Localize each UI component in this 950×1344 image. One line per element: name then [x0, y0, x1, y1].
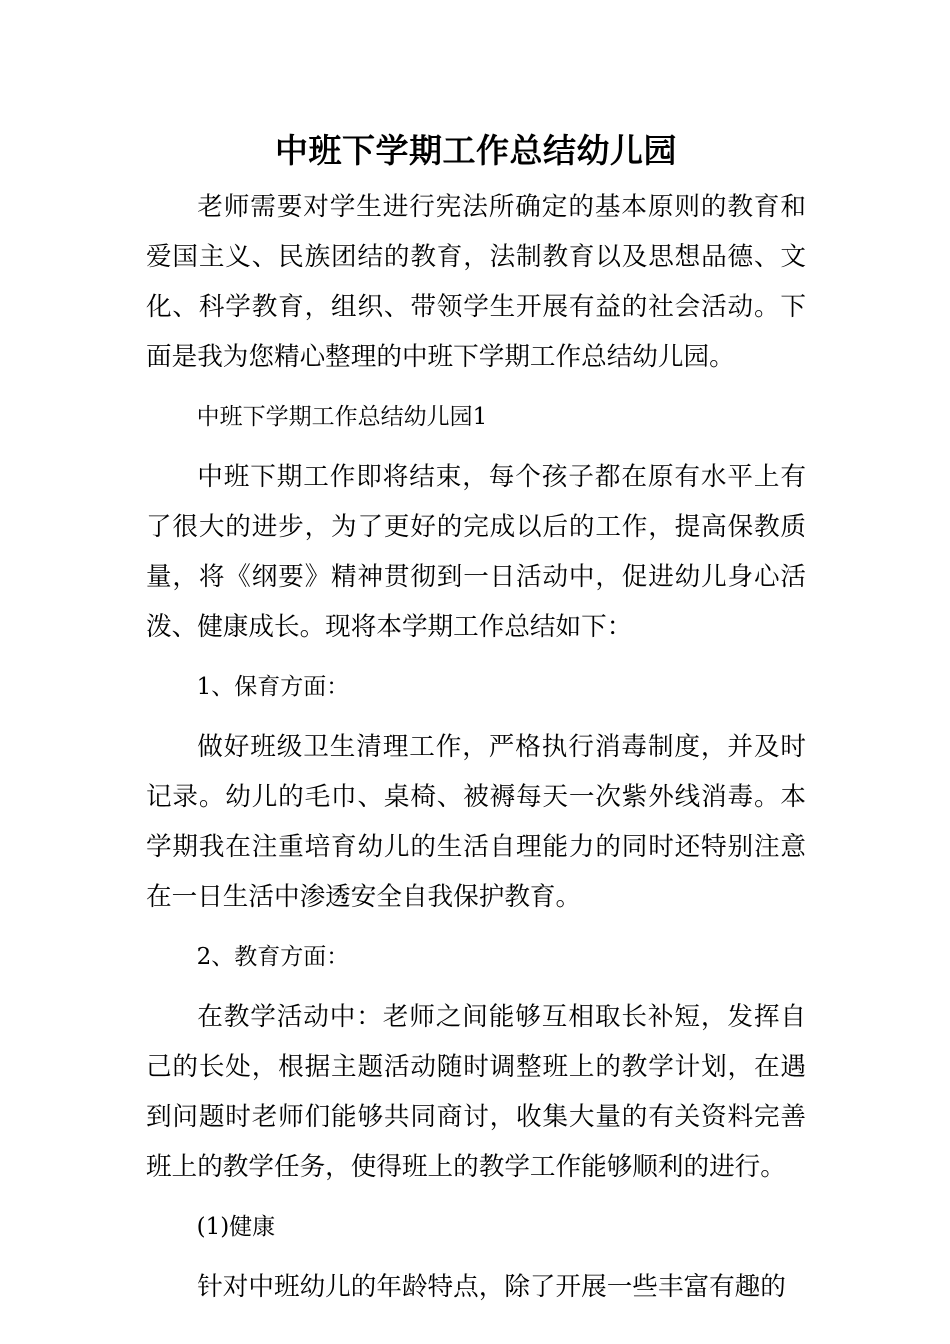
summary-paragraph: 中班下期工作即将结束，每个孩子都在原有水平上有了很大的进步，为了更好的完成以后的工作，提高保教质量，将《纲要》精神贯彻到一日活动中，促进幼儿身心活泼、健康成长。现将本学期工作总结如下： [146, 462, 806, 642]
document-title: 中班下学期工作总结幼儿园 [275, 131, 677, 170]
document-page [146, 126, 806, 1322]
heading-childcare: 1、保育方面： [196, 674, 350, 700]
intro-paragraph: 老师需要对学生进行宪法所确定的基本原则的教育和爱国主义、民族团结的教育，法制教育以及思想品德、文化、科学教育，组织、带领学生开展有益的社会活动。下面是我为您精心整理的中班下学期工作总结幼儿园。 [146, 192, 806, 372]
education-paragraph: 在教学活动中：老师之间能够互相取长补短，发挥自己的长处，根据主题活动随时调整班上的教学计划，在遇到问题时老师们能够共同商讨，收集大量的有关资料完善班上的教学任务，使得班上的教学工作能够顺利的进行。 [146, 1002, 806, 1182]
health-paragraph: 针对中班幼儿的年龄特点，除了开展一些丰富有趣的 [197, 1272, 786, 1302]
childcare-paragraph: 做好班级卫生清理工作，严格执行消毒制度，并及时记录。幼儿的毛巾、桌椅、被褥每天一次紫外线消毒。本学期我在注重培育幼儿的生活自理能力的同时还特别注意在一日生活中渗透安全自我保护教育。 [146, 732, 806, 912]
heading-education: 2、教育方面： [196, 944, 350, 970]
section-title-1: 中班下学期工作总结幼儿园1 [196, 404, 488, 430]
heading-health: (1)健康 [196, 1214, 276, 1240]
